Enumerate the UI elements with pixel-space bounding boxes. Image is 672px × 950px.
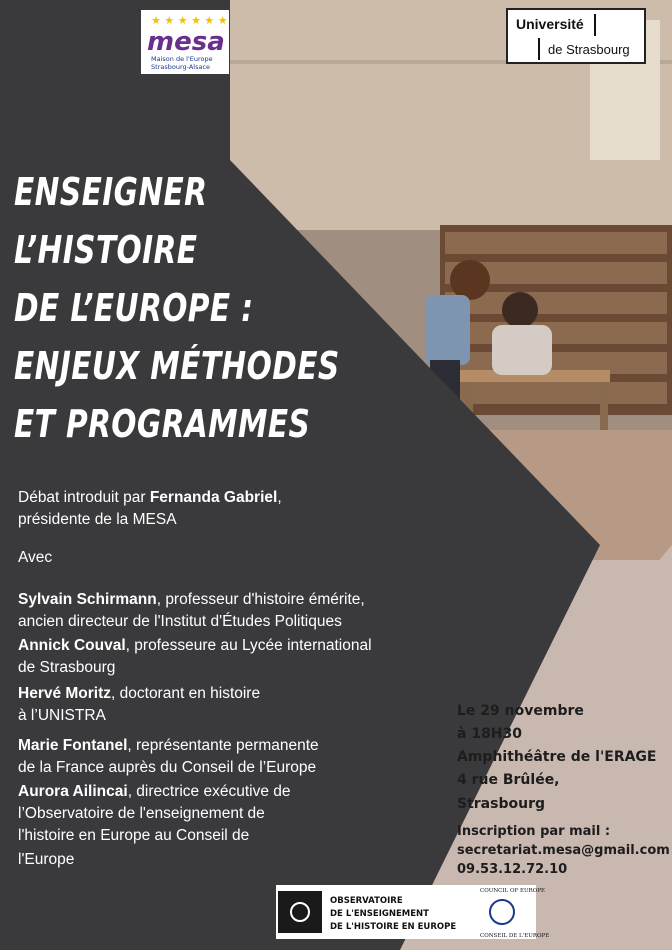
university-line1: Université: [516, 16, 584, 32]
svg-text:CONSEIL DE L'EUROPE: CONSEIL DE L'EUROPE: [480, 933, 550, 939]
title-line-3: DE L’EUROPE :: [14, 286, 254, 330]
mesa-logo: [141, 10, 229, 74]
speaker-3-line2: à l’UNISTRA: [18, 707, 106, 724]
svg-text:DE L'HISTOIRE EN EUROPE: DE L'HISTOIRE EN EUROPE: [330, 922, 457, 932]
svg-text:★ ★ ★ ★ ★ ★: ★ ★ ★ ★ ★ ★: [151, 14, 228, 27]
title-line-5: ET PROGRAMMES: [14, 402, 311, 446]
speaker-3-line1: Hervé Moritz, doctorant en histoire: [18, 685, 261, 702]
event-date: Le 29 novembre: [457, 703, 584, 719]
title-line-4: ENJEUX MÉTHODES: [14, 344, 340, 388]
svg-text:OBSERVATOIRE: OBSERVATOIRE: [330, 896, 403, 906]
svg-text:COUNCIL OF EUROPE: COUNCIL OF EUROPE: [480, 888, 546, 894]
speaker-1-line2: ancien directeur de l'Institut d'Études Politiques: [18, 613, 342, 630]
avec-label: Avec: [18, 549, 53, 566]
svg-text:DE L'ENSEIGNEMENT: DE L'ENSEIGNEMENT: [330, 909, 429, 919]
event-time: à 18H30: [457, 726, 523, 742]
title-line-2: L’HISTOIRE: [14, 228, 198, 272]
svg-text:Strasbourg-Alsace: Strasbourg-Alsace: [151, 63, 211, 71]
registration-label: Inscription par mail :: [457, 824, 611, 839]
speaker-1-line1: Sylvain Schirmann, professeur d'histoire émérite,: [18, 591, 365, 608]
speaker-5-line2: l’Observatoire de l'enseignement de: [18, 805, 265, 822]
title-line-1: ENSEIGNER: [14, 170, 208, 214]
event-street: 4 rue Brûlée,: [457, 772, 560, 788]
speaker-2-line1: Annick Couval, professeure au Lycée international: [18, 637, 372, 654]
registration-email[interactable]: secretariat.mesa@gmail.com: [457, 843, 670, 858]
speaker-2-line2: de Strasbourg: [18, 659, 116, 676]
observatory-icon: [278, 891, 322, 933]
speaker-4-line1: Marie Fontanel, représentante permanente: [18, 737, 319, 754]
svg-text:Maison de l'Europe: Maison de l'Europe: [151, 55, 213, 63]
footer-logos: [276, 885, 550, 939]
registration-phone: 09.53.12.72.10: [457, 862, 568, 877]
speaker-5-line3: l'histoire en Europe au Conseil de: [18, 827, 250, 844]
speaker-4-line2: de la France auprès du Conseil de l’Europe: [18, 759, 317, 776]
speaker-5-line1: Aurora Ailincai, directrice exécutive de: [18, 783, 291, 800]
event-venue: Amphithéâtre de l'ERAGE: [457, 749, 657, 765]
university-line2: de Strasbourg: [548, 42, 630, 57]
council-of-europe-icon: [490, 900, 514, 924]
speaker-5-line4: l'Europe: [18, 851, 75, 868]
university-logo: [506, 8, 646, 64]
intro-line: Débat introduit par Fernanda Gabriel,: [18, 489, 282, 506]
intro-role: présidente de la MESA: [18, 511, 177, 528]
event-city: Strasbourg: [457, 796, 545, 812]
mesa-wordmark: mesa: [147, 27, 225, 57]
